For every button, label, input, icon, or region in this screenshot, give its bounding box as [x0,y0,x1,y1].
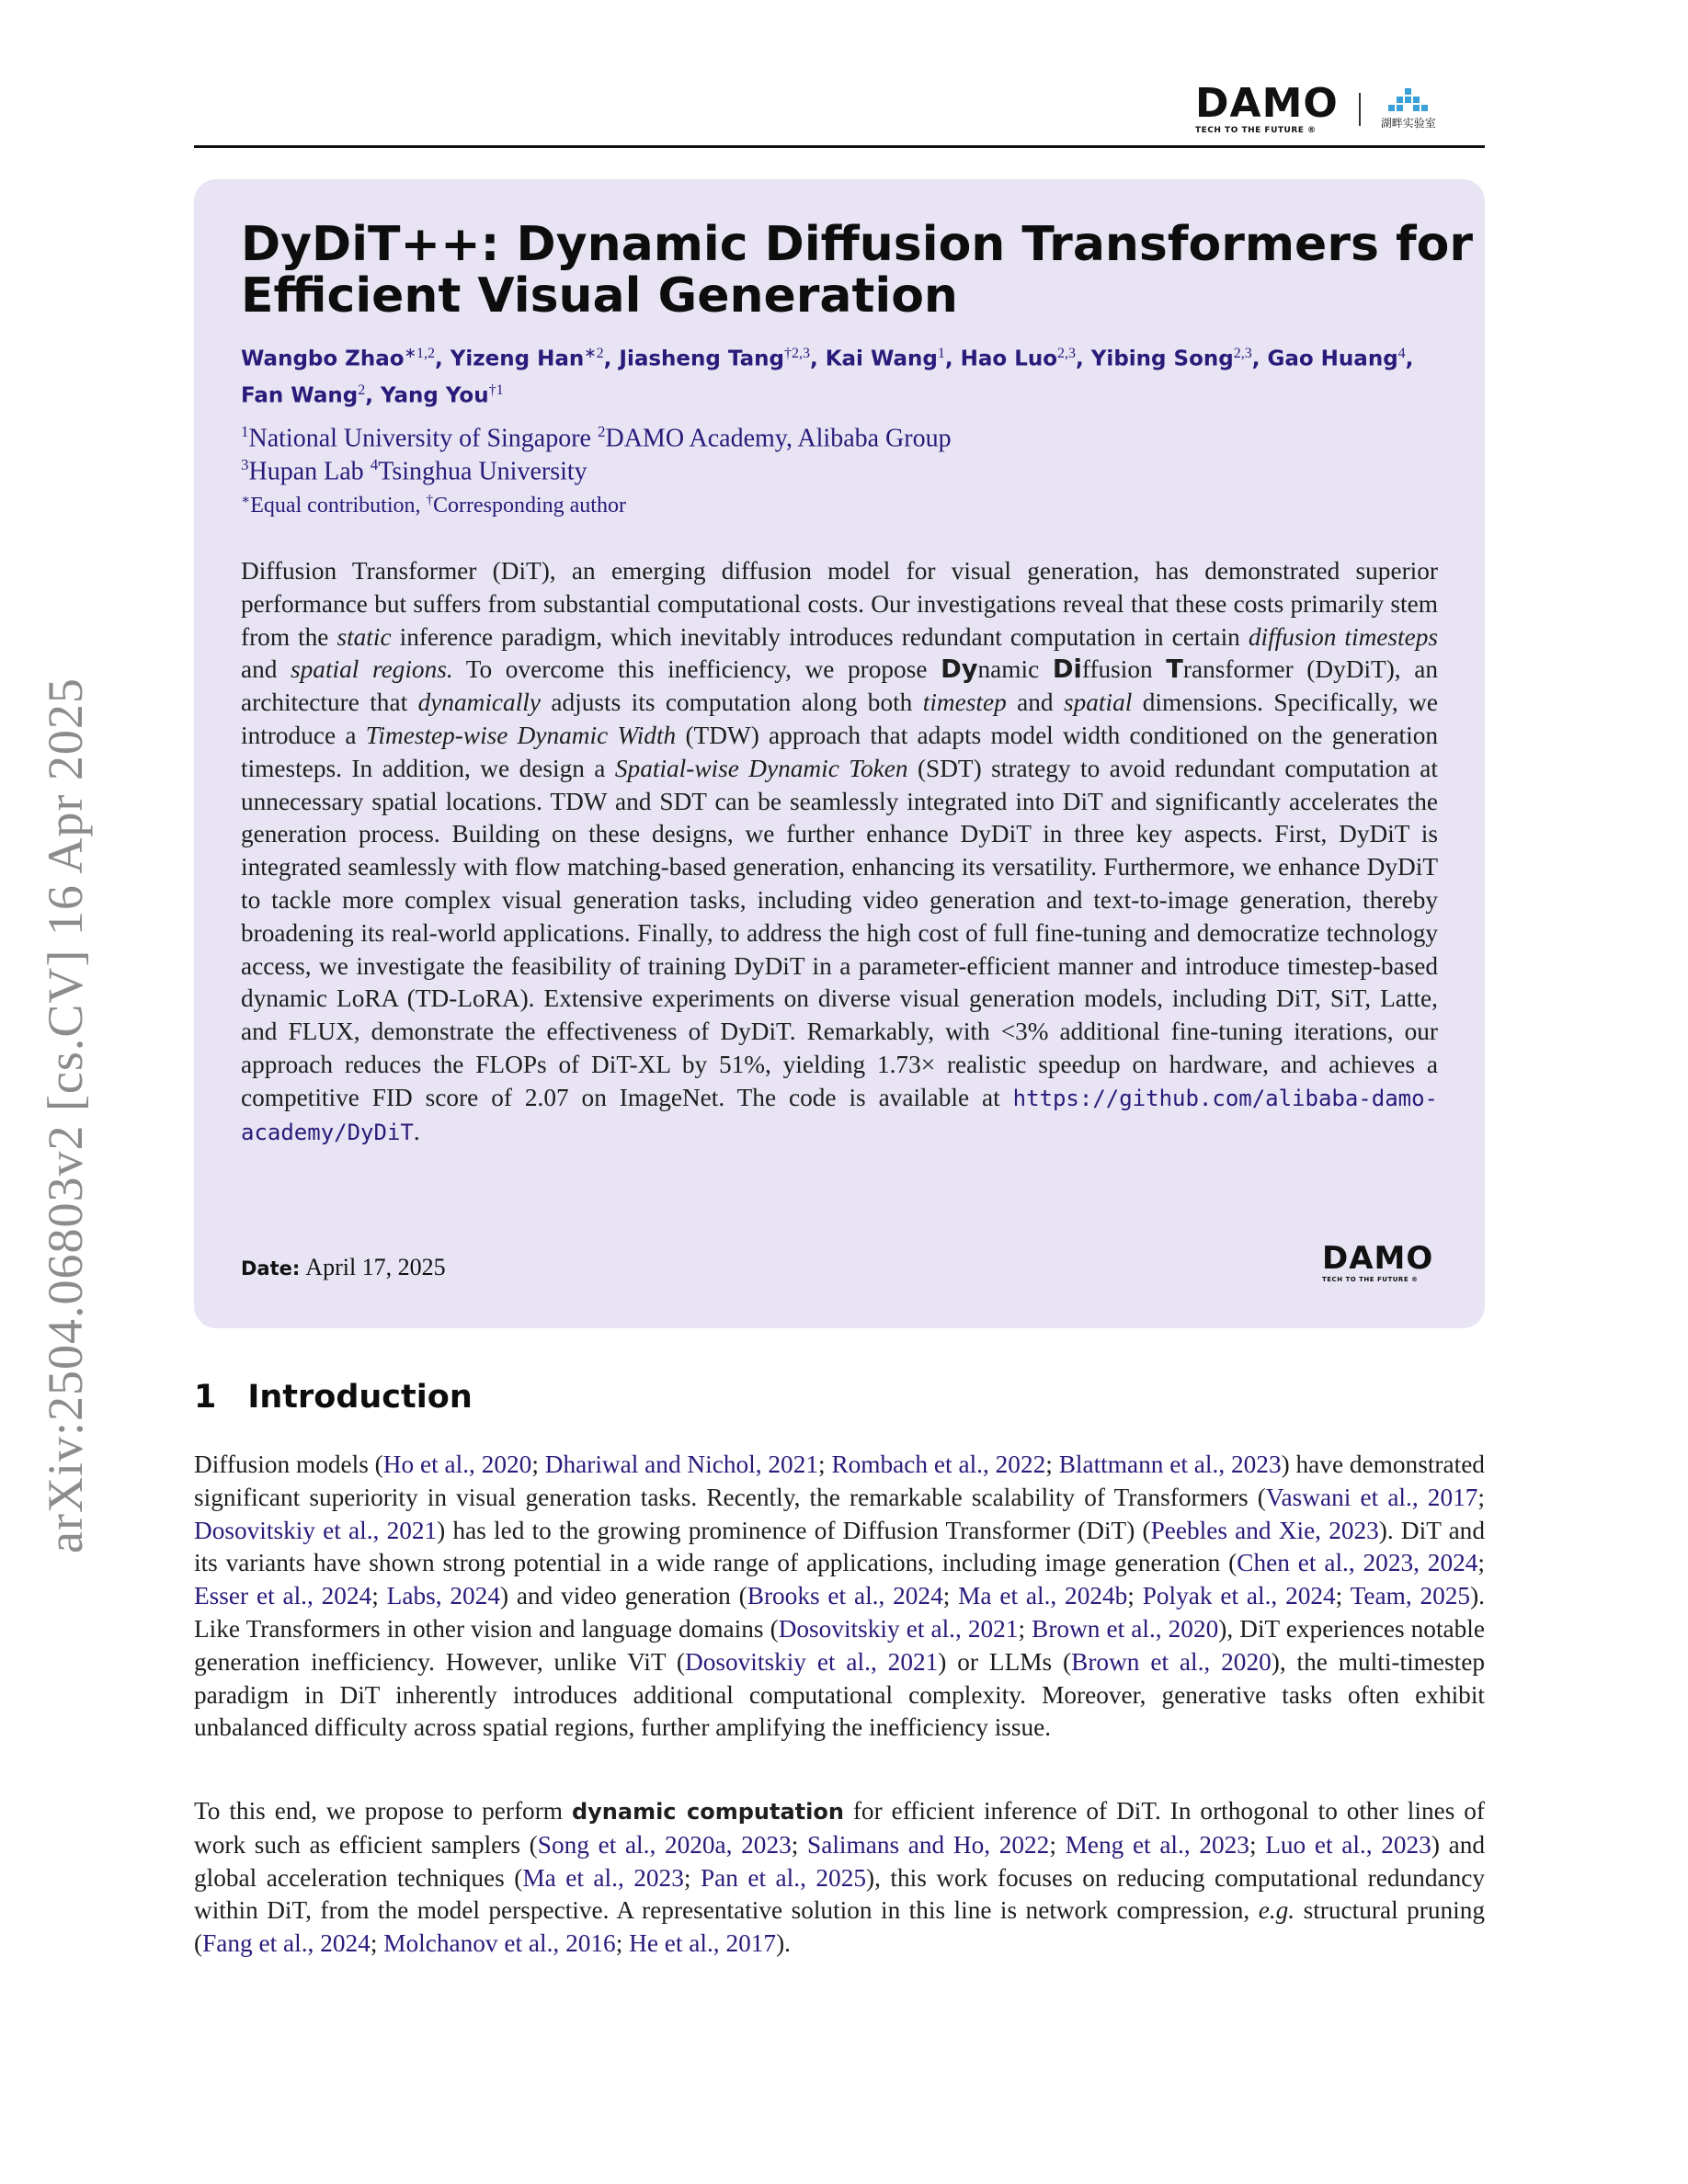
affiliation-name: DAMO Academy, Alibaba Group [605,424,952,453]
author-name: Fan Wang [241,383,359,408]
citation-link[interactable]: Labs, 2024 [386,1582,500,1610]
author-affiliation-mark: 2,3 [1057,346,1077,361]
section-heading-introduction [194,1379,473,1416]
intro-paragraph-1: Diffusion models (Ho et al., 2020; Dhariwal and Nichol, 2021; Rombach et al., 2022; Blattmann et al., 2023) have demonstrated significant superiority in visual generation tasks. Recently, the remarkable scalability of Transformers (Vaswani et al., 2017; Dosovitskiy et al., 2021) has led to the growing prominence of Diffusion Transformer (DiT) (Peebles and Xie, 2023). DiT and its variants have shown strong potential in a wide range of applications, including image generation (Chen et al., 2023, 2024; Esser et al., 2024; Labs, 2024) and video generation (Brooks et al., 2024; Ma et al., 2024b; Polyak et al., 2024; Team, 2025). Like Transformers in other vision and language domains (Dosovitskiy et al., 2021; Brown et al., 2020), DiT experiences notable generation inefficiency. However, unlike ViT (Dosovitskiy et al., 2021) or LLMs (Brown et al., 2020), the multi-timestep paradigm in DiT inherently introduces additional computational complexity. Moreover, generative tasks often exhibit unbalanced difficulty across spatial regions, further amplifying the inefficiency issue. [194,1450,1486,1742]
key-term: dynamic computation [571,1799,844,1825]
author-affiliation-mark: 4 [1397,346,1406,361]
header-rule [194,145,1485,148]
damo-logo-word: DAMO [1322,1240,1434,1277]
citation-link[interactable]: Vaswani et al., 2017 [1265,1483,1478,1511]
author-name: Gao Huang [1267,347,1398,371]
author-affiliation-mark: ∗2 [584,346,604,361]
author-affiliation-mark: 2 [358,381,366,398]
citation-link[interactable]: Brooks et al., 2024 [747,1582,943,1610]
citation-link[interactable]: Ho et al., 2020 [382,1450,532,1478]
citation-link[interactable]: Rombach et al., 2022 [831,1450,1046,1478]
damo-logo-small [1322,1240,1434,1283]
affiliation-mark: 2 [597,423,606,440]
author-name: Yizeng Han [450,347,585,371]
arxiv-identifier: arXiv:2504.06803v2 [cs.CV] 16 Apr 2025 [38,677,93,1553]
author-name: Hao Luo [960,347,1058,371]
citation-link[interactable]: Meng et al., 2023 [1065,1830,1249,1859]
affiliation-name: National University of Singapore [248,424,598,453]
header-logos [1195,75,1499,143]
author-name: Jiasheng Tang [619,347,784,371]
note-text: Equal contribution, [250,494,427,518]
citation-link[interactable]: Dosovitskiy et al., 2021 [685,1647,939,1676]
affiliation-line [241,449,1436,488]
damo-logo [1195,80,1339,135]
citation-link[interactable]: Brown et al., 2020 [1032,1614,1219,1643]
author-affiliation-mark: 2,3 [1233,346,1252,361]
author-list: Wangbo Zhao$^{∗1,2}$, Yizeng Han$^{∗2}$, Jiasheng Tang$^{\dagger 2,3}$, Kai Wang$^1$, Hao Luo$^{2,3}$, Yibing Song$^{2,3}$, Gao Huang$^4$, Fan Wang$^2$, Yang You$^{\dagger 1}$ [241,346,1414,408]
author-affiliation-mark: †2,3 [783,346,810,361]
section-title: Introduction [247,1379,473,1416]
damo-logo-tagline: TECH TO THE FUTURE ® [1322,1276,1419,1283]
citation-link[interactable]: Pan et al., 2025 [700,1863,866,1892]
citation-link[interactable]: Peebles and Xie, 2023 [1150,1516,1379,1544]
hupan-lab-mark-icon [1388,88,1428,111]
author-affiliation-mark: †1 [488,381,504,398]
citation-link[interactable]: Brown et al., 2020 [1071,1647,1272,1676]
citation-link[interactable]: Fang et al., 2024 [202,1929,371,1958]
author-name: Yang You [380,383,489,408]
citation-link[interactable]: Dosovitskiy et al., 2021 [778,1614,1019,1643]
date-value: April 17, 2025 [305,1254,446,1280]
author-name: Kai Wang [825,347,938,371]
hupan-lab-logo [1381,88,1436,131]
citation-link[interactable]: Molchanov et al., 2016 [383,1929,616,1958]
citation-link[interactable]: Chen et al., 2023, 2024 [1237,1549,1478,1577]
affiliation-mark: 1 [241,423,249,440]
date-label: Date: [241,1257,301,1280]
citation-link[interactable]: Ma et al., 2023 [522,1863,684,1892]
note-text: Corresponding author [433,494,626,518]
affiliation-mark: 3 [241,456,249,473]
citation-link[interactable]: Esser et al., 2024 [194,1582,372,1610]
citation-link[interactable]: Team, 2025 [1350,1582,1471,1610]
citation-link[interactable]: Blattmann et al., 2023 [1058,1450,1282,1478]
note-mark: ∗ [241,493,251,507]
note-mark: † [426,493,433,507]
logo-divider [1359,93,1361,126]
author-name: Wangbo Zhao [241,347,405,371]
date-row [241,1254,446,1281]
paper-title: DyDiT++: Dynamic Diffusion Transformers for Efficient Visual Generation [241,217,1474,324]
citation-link[interactable]: Salimans and Ho, 2022 [807,1830,1050,1859]
citation-link[interactable]: Luo et al., 2023 [1265,1830,1431,1859]
code-repository-link[interactable]: https://github.com/alibaba-damo-academy/DyDiT [241,1085,1438,1145]
citation-link[interactable]: He et al., 2017 [629,1929,777,1958]
intro-paragraph-2: To this end, we propose to perform dynamic computation for efficient inference of DiT. In orthogonal to other lines of work such as efficient samplers (Song et al., 2020a, 2023; Salimans and Ho, 2022; Meng et al., 2023; Luo et al., 2023) and global acceleration techniques (Ma et al., 2023; Pan et al., 2025), this work focuses on reducing computational redundancy within DiT, from the model perspective. A representative solution in this line is network compression, e.g. structural pruning (Fang et al., 2024; Molchanov et al., 2016; He et al., 2017). [194,1797,1486,1958]
abstract-text: Diffusion Transformer (DiT), an emerging diffusion model for visual generation, has demonstrated superior performance but suffers from substantial computational costs. Our investigations reveal that these costs primarily stem from the static inference paradigm, which inevitably introduces redundant computation in certain diffusion timesteps and spatial regions. To overcome this inefficiency, we propose Dynamic Diffusion Transformer (DyDiT), an architecture that dynamically adjusts its computation along both timestep and spatial dimensions. Specifically, we introduce a Timestep-wise Dynamic Width (TDW) approach that adapts model width conditioned on the generation timesteps. In addition, we design a Spatial-wise Dynamic Token (SDT) strategy to avoid redundant computation at unnecessary spatial locations. TDW and SDT can be seamlessly integrated into DiT and significantly accelerates the generation process. Building on these designs, we further enhance DyDiT in three key aspects. First, DyDiT is integrated seamlessly with flow matching-based generation, enhancing its versatility. Furthermore, we enhance DyDiT to tackle more complex visual generation tasks, including video generation and text-to-image generation, thereby broadening its real-world applications. Finally, to address the high cost of full fine-tuning and democratize technology access, we investigate the feasibility of training DyDiT in a parameter-efficient manner and introduce timestep-based dynamic LoRA (TD-LoRA). Extensive experiments on diverse visual generation models, including DiT, SiT, Latte, and FLUX, demonstrate the effectiveness of DyDiT. Remarkably, with <3% additional fine-tuning iterations, our approach reduces the FLOPs of DiT-XL by 51%, yielding 1.73× realistic speedup on hardware, and achieves a competitive FID score of 2.07 on ImageNet. The code is available at https://github.com/alibaba-damo-academy/DyDiT. [241,557,1439,1145]
citation-link[interactable]: Song et al., 2020a, 2023 [537,1830,792,1859]
section-number: 1 [194,1379,217,1416]
affiliation-mark: 4 [370,456,379,473]
citation-link[interactable]: Polyak et al., 2024 [1142,1582,1336,1610]
citation-link[interactable]: Ma et al., 2024b [958,1582,1128,1610]
damo-logo-word: DAMO [1195,80,1339,127]
author-affiliation-mark: ∗1,2 [404,346,435,361]
affiliation-name: Hupan Lab [248,457,371,486]
citation-link[interactable]: Dhariwal and Nichol, 2021 [544,1450,818,1478]
affiliation-name: Tsinghua University [378,457,587,486]
author-affiliation-mark: 1 [937,346,945,361]
contribution-note [241,483,1436,522]
hupan-lab-logo-text: 湖畔实验室 [1380,117,1436,130]
damo-logo-tagline: TECH TO THE FUTURE ® [1195,126,1317,135]
citation-link[interactable]: Dosovitskiy et al., 2021 [194,1516,438,1544]
author-name: Yibing Song [1090,347,1234,371]
